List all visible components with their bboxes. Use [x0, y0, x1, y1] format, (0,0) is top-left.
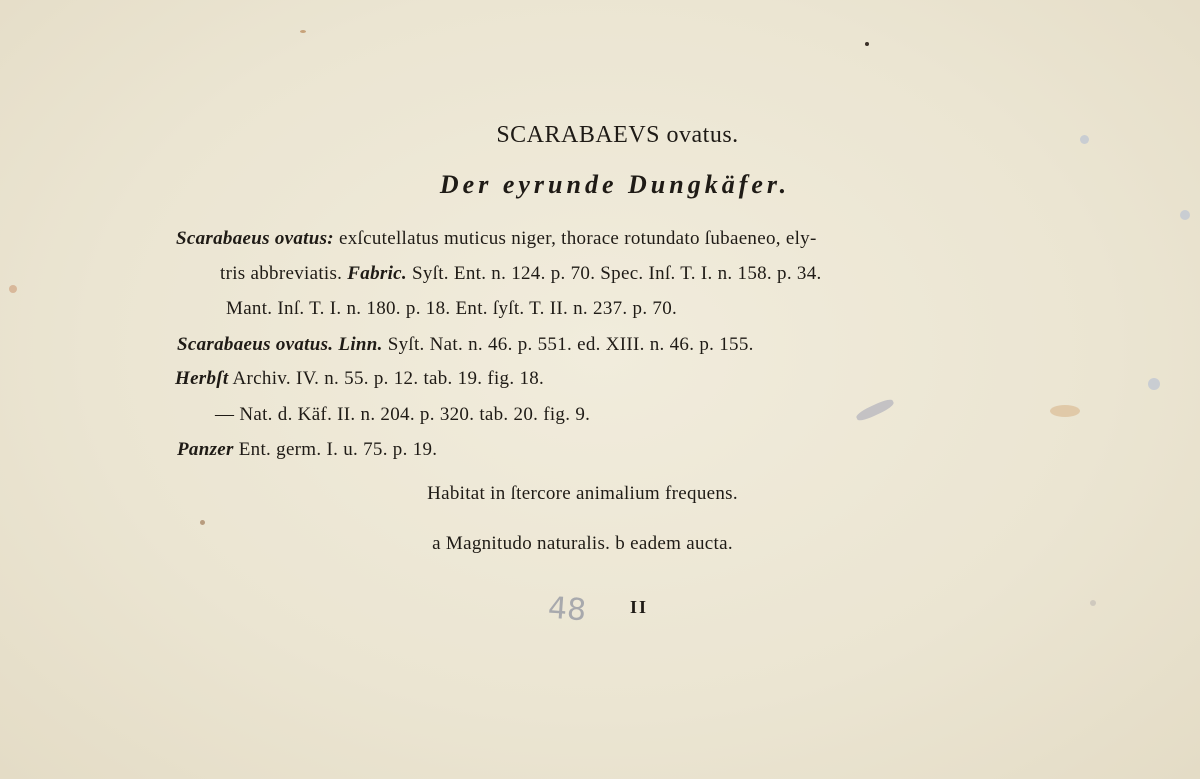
paper-speck	[865, 42, 869, 46]
reference-line	[226, 298, 677, 320]
paper-speck	[9, 285, 17, 293]
reference-text: Syſt. Nat. n. 46. p. 551. ed. XIII. n. 46. p. 155.	[382, 334, 754, 355]
paper-speck	[200, 520, 205, 525]
habitat-line: Habitat in ſtercore animalium frequens.	[427, 483, 738, 504]
taxon-name: Scarabaeus ovatus. Linn.	[177, 334, 383, 355]
paper-speck	[1090, 600, 1096, 606]
reference-text: Syſt. Ent. n. 124. p. 70. Spec. Inſ. T. I. n. 158. p. 34.	[406, 263, 822, 284]
reference-line	[175, 368, 544, 390]
reference-text: Ent. germ. I. u. 75. p. 19.	[233, 439, 438, 460]
paper-speck	[1148, 378, 1160, 390]
taxon-name: Scarabaeus ovatus:	[176, 228, 334, 249]
author-name: Herbſt	[175, 368, 229, 389]
paper-speck	[1180, 210, 1190, 220]
paper-speck	[300, 30, 306, 33]
author-name: Panzer	[177, 439, 234, 460]
species-title: SCARABAEVS ovatus.	[496, 122, 739, 148]
reference-text: Mant. Inſ. T. I. n. 180. p. 18. Ent. ſyſt. T. II. n. 237. p. 70.	[226, 298, 678, 319]
reference-text: exſcutellatus muticus niger, thorace rotundato ſubaeneo, ely-	[333, 228, 817, 249]
reference-line	[177, 439, 437, 461]
magnitude-line: a Magnitudo naturalis. b eadem aucta.	[432, 533, 733, 554]
reference-line	[215, 404, 590, 426]
reference-text: Archiv. IV. n. 55. p. 12. tab. 19. fig. 18.	[228, 368, 545, 389]
paper-speck	[1050, 405, 1080, 417]
reference-line	[176, 228, 817, 250]
pencil-annotation: 48	[546, 590, 588, 629]
page-number: II	[630, 597, 649, 617]
paper-speck	[855, 397, 895, 423]
reference-line	[220, 263, 822, 285]
reference-text: tris abbreviatis.	[220, 263, 348, 284]
author-name: Fabric.	[347, 263, 407, 284]
reference-text: — Nat. d. Käf. II. n. 204. p. 320. tab. 20. fig. 9.	[215, 404, 591, 425]
reference-line	[177, 334, 754, 356]
german-name: Der eyrunde Dungkäfer.	[439, 170, 791, 199]
